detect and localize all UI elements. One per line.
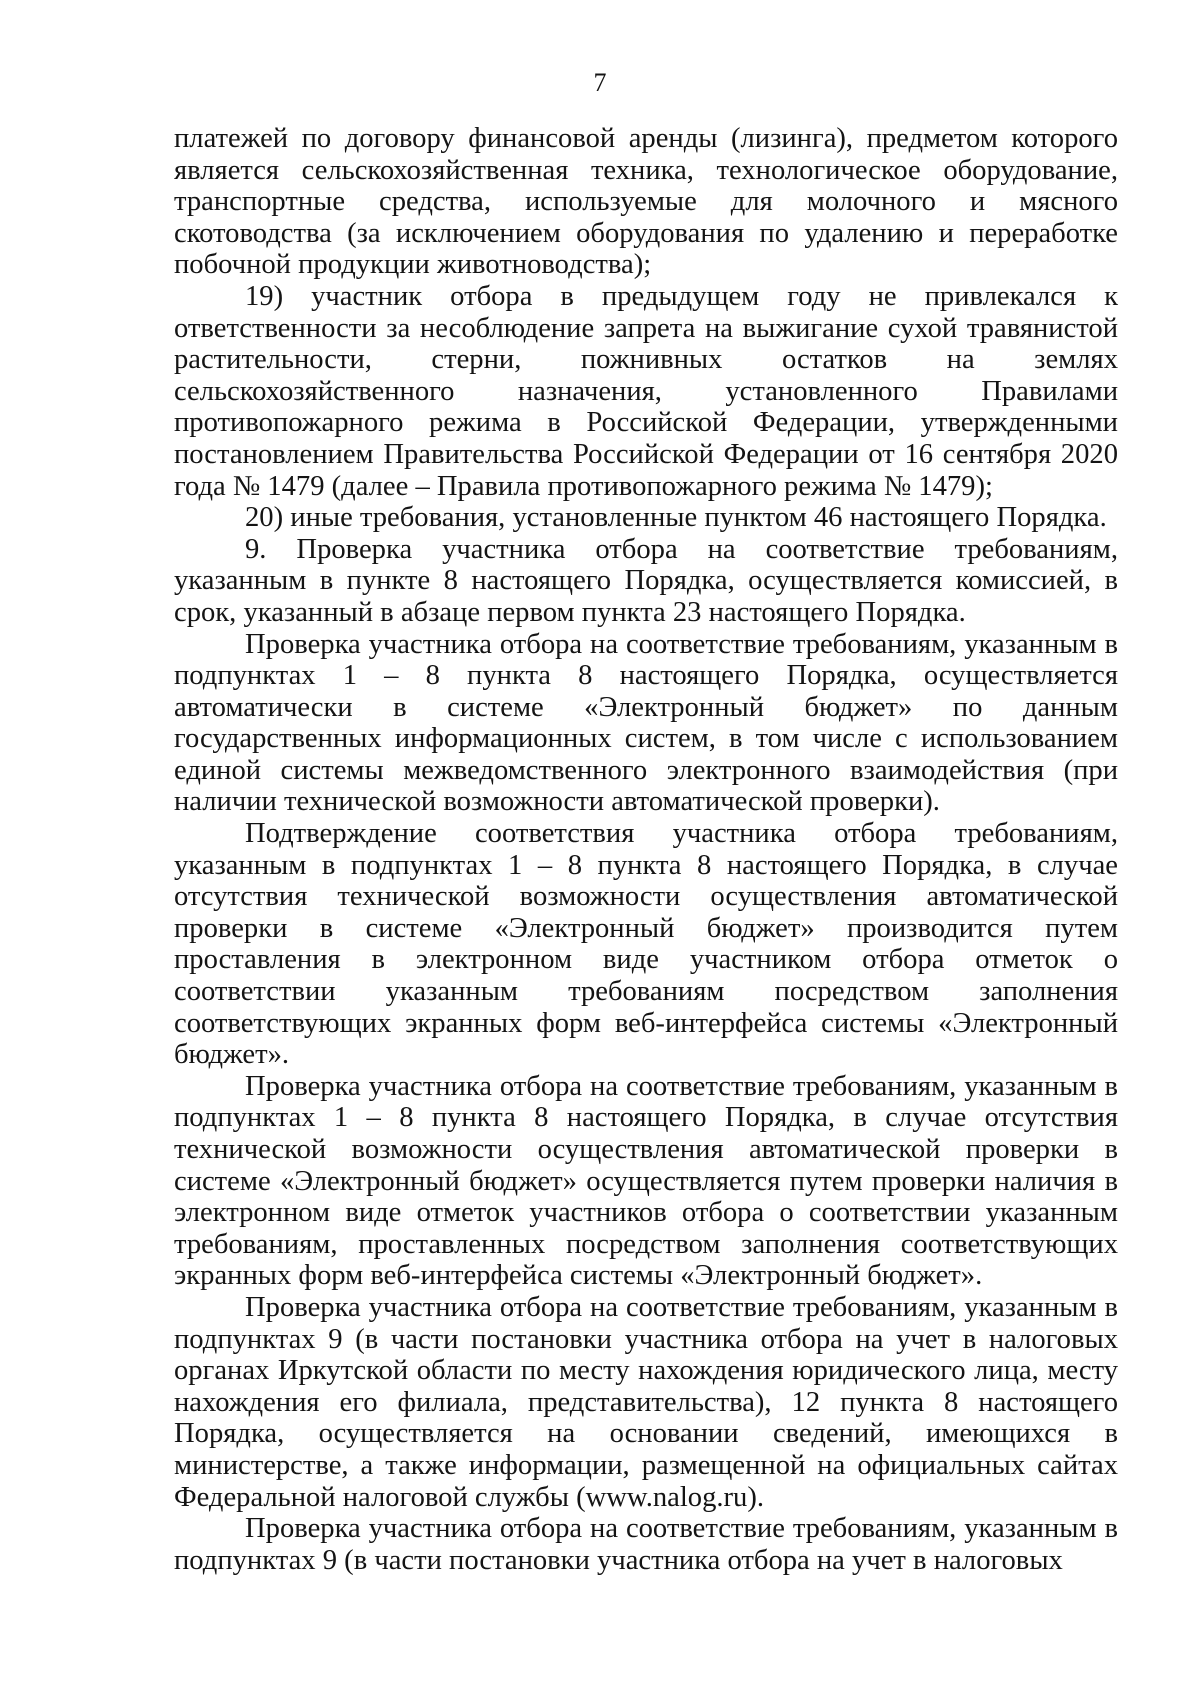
paragraph-continuation: платежей по договору финансовой аренды (лизинга), предметом которого является сельскохозяйственная техника, технологическое оборудование, транспортные средства, используемые для молочного и мясного скотоводства (за исключением оборудования по удалению и переработке побочной продукции животноводства);: [174, 123, 1118, 281]
paragraph-check-automatic: Проверка участника отбора на соответствие требованиям, указанным в подпунктах 1 – 8 пункта 8 настоящего Порядка, осуществляется автоматически в системе «Электронный бюджет» по данным государственных информационных систем, в том числе с использованием единой системы межведомственного электронного взаимодействия (при наличии технической возможности автоматической проверки).: [174, 628, 1118, 818]
paragraph-confirmation-manual: Подтверждение соответствия участника отбора требованиям, указанным в подпунктах 1 – 8 пункта 8 настоящего Порядка, в случае отсутствия технической возможности осуществления автоматической проверки в системе «Электронный бюджет» производится путем проставления в электронном виде участником отбора отметок о соответствии указанным требованиям посредством заполнения соответствующих экранных форм веб-интерфейса системы «Электронный бюджет».: [174, 818, 1118, 1071]
paragraph-item-20: 20) иные требования, установленные пунктом 46 настоящего Порядка.: [245, 502, 1107, 534]
page-number: 7: [593, 68, 607, 97]
paragraph-check-ministry: Проверка участника отбора на соответствие требованиям, указанным в подпунктах 9 (в части постановки участника отбора на учет в налоговых органах Иркутской области по месту нахождения юридического лица, месту нахождения его филиала, представительства), 12 пункта 8 настоящего Порядка, осуществляется на основании сведений, имеющихся в министерстве, а также информации, размещенной на официальных сайтах Федеральной налоговой службы (www.nalog.ru).: [174, 1291, 1118, 1513]
paragraph-check-continued: Проверка участника отбора на соответствие требованиям, указанным в подпунктах 9 (в части постановки участника отбора на учет в налоговых: [174, 1513, 1118, 1576]
document-body: [174, 123, 1118, 1576]
paragraph-clause-9: 9. Проверка участника отбора на соответствие требованиям, указанным в пункте 8 настоящего Порядка, осуществляется комиссией, в срок, указанный в абзаце первом пункта 23 настоящего Порядка.: [174, 533, 1118, 628]
paragraph-check-marks: Проверка участника отбора на соответствие требованиям, указанным в подпунктах 1 – 8 пункта 8 настоящего Порядка, в случае отсутствия технической возможности осуществления автоматической проверки в системе «Электронный бюджет» осуществляется путем проверки наличия в электронном виде отметок участников отбора о соответствии указанным требованиям, проставленных посредством заполнения соответствующих экранных форм веб-интерфейса системы «Электронный бюджет».: [174, 1070, 1118, 1292]
paragraph-item-19: 19) участник отбора в предыдущем году не привлекался к ответственности за несоблюдение запрета на выжигание сухой травянистой растительности, стерни, пожнивных остатков на землях сельскохозяйственного назначения, установленного Правилами противопожарного режима в Российской Федерации, утвержденными постановлением Правительства Российской Федерации от 16 сентября 2020 года № 1479 (далее – Правила противопожарного режима № 1479);: [174, 280, 1118, 502]
